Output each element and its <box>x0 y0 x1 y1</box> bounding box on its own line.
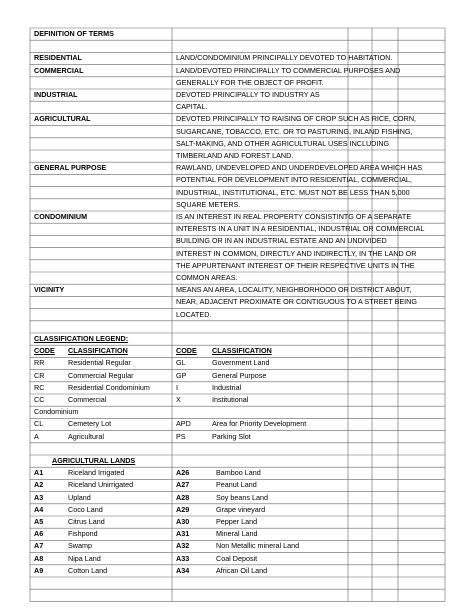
agri-code: A26 <box>176 468 190 478</box>
term-definition-line: CAPITAL. <box>176 102 208 112</box>
agri-code: A34 <box>176 565 190 575</box>
term-label: VICINITY <box>34 285 65 295</box>
legend-code: CC <box>34 395 45 404</box>
agri-land-type: Riceland Unirrigated <box>68 480 134 490</box>
legend-code: GP <box>176 370 187 380</box>
agri-code: A29 <box>176 504 190 514</box>
agri-land-type: Citrus Land <box>68 517 105 526</box>
legend-classification: Condominium <box>34 407 79 417</box>
agri-land-type: Pepper Land <box>216 517 258 526</box>
agri-code: A7 <box>34 541 44 551</box>
legend-code: A <box>34 431 39 441</box>
agri-code: A33 <box>176 553 190 563</box>
legend-classification: Agricultural <box>68 431 104 441</box>
agri-code: A1 <box>34 468 44 478</box>
agri-code: A4 <box>34 504 44 514</box>
legend-classification: Commercial Regular <box>68 370 134 380</box>
agri-code: A30 <box>176 517 190 526</box>
term-label: RESIDENTIAL <box>34 53 82 63</box>
legend-classification: Area for Priority Development <box>212 419 307 429</box>
term-definition-line: RAWLAND, UNDEVELOPED AND UNDERDEVELOPED AREA WHICH HAS <box>176 163 423 173</box>
legend-code: I <box>176 382 178 392</box>
agri-land-type: Swamp <box>68 541 92 551</box>
term-definition-line: INDUSTRIAL, INSTITUTIONAL, ETC. MUST NOT BE LESS THAN 5,000 <box>176 187 410 197</box>
legend-classification: Government Land <box>212 358 270 368</box>
agri-code: A27 <box>176 480 190 490</box>
legend-classification: General Purpose <box>212 370 267 380</box>
legend-classification: Cemetery Lot <box>68 419 112 429</box>
agri-land-type: Coco Land <box>68 504 103 514</box>
term-definition-line: LAND/CONDOMINIUM PRINCIPALLY DEVOTED TO HABITATION. <box>176 53 393 63</box>
agri-land-type: Cotton Land <box>68 565 108 575</box>
agricultural-lands-title: AGRICULTURAL LANDS <box>52 456 136 465</box>
agri-code: A2 <box>34 480 44 490</box>
agri-land-type: Grape vineyard <box>216 504 266 514</box>
legend-code: CL <box>34 419 44 429</box>
agri-land-type: Soy beans Land <box>216 492 268 502</box>
agri-code: A5 <box>34 517 44 526</box>
agri-land-type: Mineral Land <box>216 529 258 539</box>
legend-code: APD <box>176 419 191 429</box>
legend-code-header: CODE <box>176 346 197 356</box>
term-definition-line: GENERALLY FOR THE OBJECT OF PROFIT. <box>176 77 324 87</box>
term-label: GENERAL PURPOSE <box>34 163 107 173</box>
agri-code: A31 <box>176 529 190 539</box>
agri-land-type: Fishpond <box>68 529 98 539</box>
term-definition-line: IS AN INTEREST IN REAL PROPERTY CONSISTINTG OF A SEPARATE <box>176 212 412 221</box>
agri-code: A6 <box>34 529 44 539</box>
agri-code: A3 <box>34 492 44 502</box>
agri-land-type: Nipa Land <box>68 553 101 563</box>
legend-classification: Parking Slot <box>212 431 251 441</box>
agri-code: A28 <box>176 492 190 502</box>
legend-code: GL <box>176 358 186 368</box>
term-definition-line: INTERESTS IN A UNIT IN A RESIDENTIAL, INDUSTRIAL OR COMMERCIAL <box>176 224 425 234</box>
legend-code-header: CODE <box>34 346 55 356</box>
legend-code: RC <box>34 382 45 392</box>
legend-classification: Residential Regular <box>68 358 131 368</box>
page-title: DEFINITION OF TERMS <box>34 29 114 38</box>
legend-code: X <box>176 395 181 404</box>
term-definition-line: COMMON AREAS. <box>176 273 238 282</box>
term-label: INDUSTRIAL <box>34 90 78 99</box>
agri-land-type: African Oil Land <box>216 565 268 575</box>
term-definition-line: DEVOTED PRINCIPALLY TO RAISING OF CROP SUCH AS RICE, CORN, <box>176 114 417 124</box>
agri-land-type: Peanut Land <box>216 480 257 490</box>
term-label: COMMERCIAL <box>34 65 84 75</box>
term-definition-line: SALT-MAKING, AND OTHER AGRICULTURAL USES INCLUDING <box>176 138 390 148</box>
term-definition-line: POTENTIAL FOR DEVELOPMENT INTO RESIDENTIAL, COMMERCIAL, <box>176 175 412 185</box>
legend-classification: Commercial <box>68 395 107 404</box>
term-label: AGRICULTURAL <box>34 114 91 124</box>
legend-code: PS <box>176 431 186 441</box>
legend-classification: Residential Condominium <box>68 382 150 392</box>
term-definition-line: THE APPURTENANT INTEREST OF THEIR RESPECTIVE UNITS IN THE <box>176 260 415 270</box>
agri-code: A8 <box>34 553 44 563</box>
legend-code: CR <box>34 370 45 380</box>
term-definition-line: DEVOTED PRINCIPALLY TO INDUSTRY AS <box>176 90 320 99</box>
legend-classification: Industrial <box>212 382 242 392</box>
legend-class-header: CLASSIFICATION <box>68 346 128 356</box>
term-definition-line: LAND/DEVOTED PRINCIPALLY TO COMMERCIAL PURPOSES AND <box>176 65 401 75</box>
term-definition-line: BUILDING OR IN AN INDUSTRIAL ESTATE AND AN UNDIVIDED <box>176 236 387 246</box>
term-definition-line: INTEREST IN COMMON, DIRECTLY AND INDIRECTLY, IN THE LAND OR <box>176 248 417 258</box>
legend-class-header: CLASSIFICATION <box>212 346 272 356</box>
term-definition-line: NEAR, ADJACENT PROXIMATE OR CONTIGUOUS TO A STREET BEING <box>176 297 417 307</box>
agri-land-type: Upland <box>68 492 91 502</box>
legend-title: CLASSIFICATION LEGEND: <box>34 334 129 343</box>
agri-land-type: Coal Deposit <box>216 553 258 563</box>
agri-land-type: Non Metallic mineral Land <box>216 541 300 551</box>
term-definition-line: MEANS AN AREA, LOCALITY, NEIGHBORHOOD OR DISTRICT ABOUT, <box>176 285 412 295</box>
agri-land-type: Bamboo Land <box>216 468 261 478</box>
legend-code: RR <box>34 358 45 368</box>
term-definition-line: SUGARCANE, TOBACCO, ETC. OR TO PASTURING, INLAND FISHING, <box>176 126 413 136</box>
term-label: CONDOMINIUM <box>34 212 88 221</box>
term-definition-line: TIMBERLAND AND FOREST LAND. <box>176 151 294 160</box>
agri-land-type: Riceland Irrigated <box>68 468 125 478</box>
term-definition-line: SQUARE METERS. <box>176 199 241 209</box>
term-definition-line: LOCATED. <box>176 309 212 319</box>
agri-code: A32 <box>176 541 190 551</box>
agri-code: A9 <box>34 565 44 575</box>
legend-classification: Institutional <box>212 395 249 404</box>
